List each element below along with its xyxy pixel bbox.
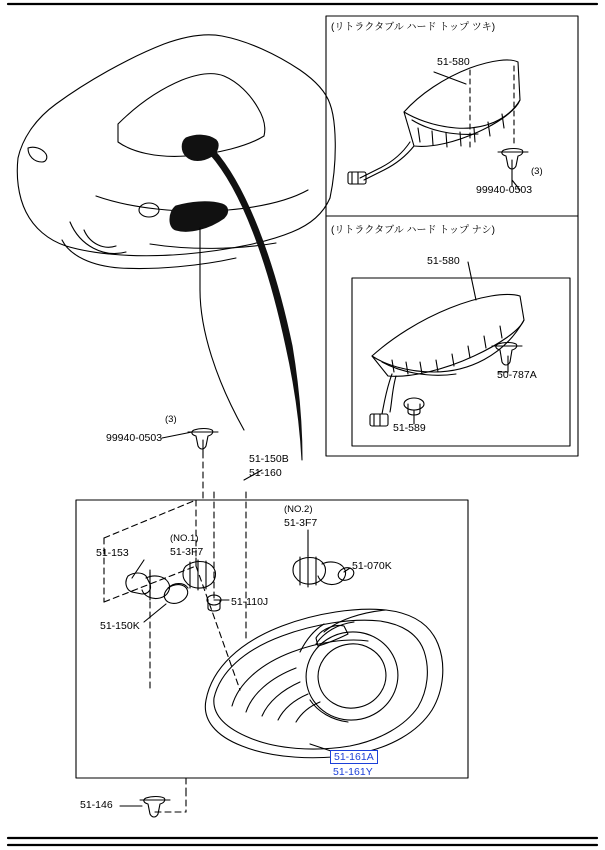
callout-qty-3-upper: (3) — [531, 166, 543, 177]
callout-99940-0503-left: 99940-0503 — [106, 432, 163, 444]
callout-51-146: 51-146 — [80, 799, 113, 811]
callout-51-161y: 51-161Y — [333, 766, 373, 778]
callout-51-3f7-no2: 51-3F7 — [284, 517, 318, 529]
callout-51-153: 51-153 — [96, 547, 129, 559]
callout-51-3f7-no1: 51-3F7 — [170, 546, 204, 558]
frame-caption-with-rht: (リトラクタブル ハード トップ ツキ) — [331, 22, 496, 33]
callout-51-580-lower: 51-580 — [427, 255, 460, 267]
callout-51-589: 51-589 — [393, 422, 426, 434]
callout-51-580-upper: 51-580 — [437, 56, 470, 68]
frame-caption-without-rht: (リトラクタブル ハード トップ ナシ) — [331, 225, 495, 236]
callout-51-150b: 51-150B — [249, 453, 289, 465]
callout-51-150k: 51-150K — [100, 620, 140, 632]
callout-99940-0503-upper: 99940-0503 — [476, 184, 533, 196]
callout-51-161a-highlighted: 51-161A — [330, 750, 378, 764]
callout-no1: (NO.1) — [170, 533, 199, 544]
callout-51-110j: 51-110J — [231, 596, 269, 608]
callout-51-160: 51-160 — [249, 467, 282, 479]
callout-no2: (NO.2) — [284, 504, 313, 515]
callout-51-070k: 51-070K — [352, 560, 392, 572]
callout-50-787a: 50-787A — [497, 369, 537, 381]
callout-qty-3-left: (3) — [165, 414, 177, 425]
